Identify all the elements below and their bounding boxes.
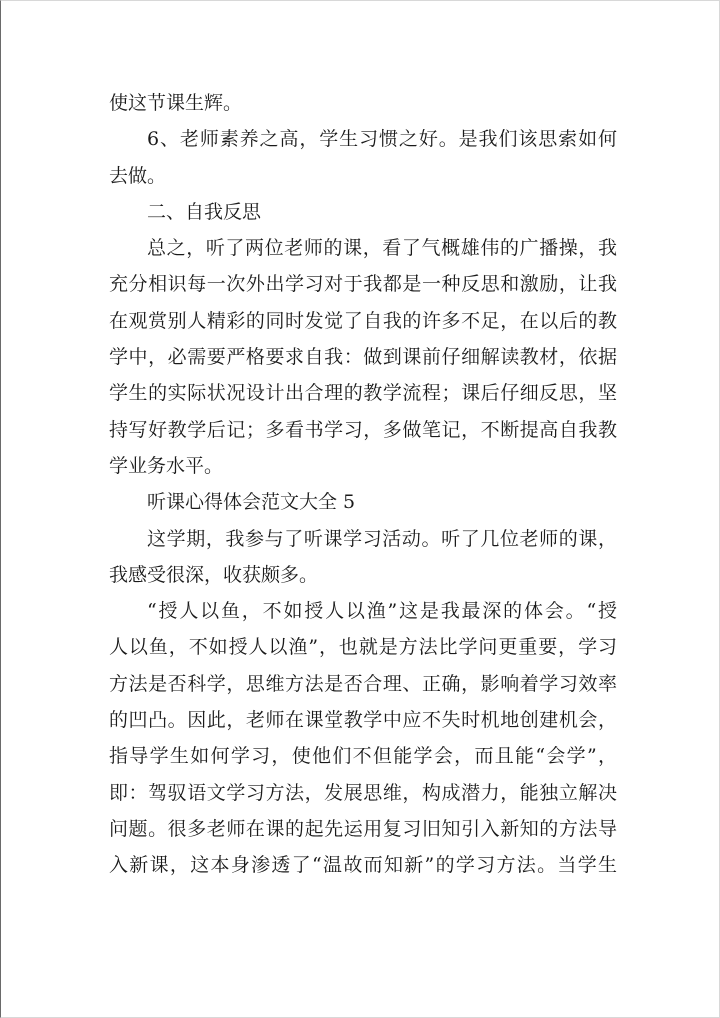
text-line: 使这节课生辉。 (109, 92, 243, 114)
text-line: 学业务水平。 (109, 454, 224, 477)
text-line: 持写好教学后记；多看书学习，多做笔记，不断提高自我教 (109, 418, 617, 441)
text-line: 总之，听了两位老师的课，看了气概雄伟的广播操，我 (147, 237, 617, 260)
text-line: 入新课，这本身渗透了“温故而知新”的学习方法。当学生 (109, 854, 617, 877)
text-line: 6、老师素养之高，学生习惯之好。是我们该思索如何 (147, 128, 617, 151)
text-line: 二、自我反思 (147, 200, 262, 223)
text-line: 方法是否科学，思维方法是否合理、正确，影响着学习效率 (109, 672, 617, 695)
text-line: 我感受很深，收获颇多。 (109, 563, 319, 586)
text-line: 问题。很多老师在课的起先运用复习旧知引入新知的方法导 (109, 817, 617, 840)
text-line: 人以鱼，不如授人以渔”，也就是方法比学问更重要，学习 (109, 636, 617, 659)
text-line: 充分相识每一次外出学习对于我都是一种反思和激励，让我 (109, 273, 617, 296)
text-line: 听课心得体会范文大全 5 (147, 491, 356, 514)
body-text (109, 85, 617, 884)
text-line: 在观赏别人精彩的同时发觉了自我的许多不足，在以后的教 (109, 309, 617, 332)
text-line: 即：驾驭语文学习方法，发展思维，构成潜力，能独立解决 (109, 781, 617, 804)
text-line: 学生的实际状况设计出合理的教学流程；课后仔细反思，坚 (109, 382, 617, 405)
text-line: 这学期，我参与了听课学习活动。听了几位老师的课， (147, 527, 617, 550)
text-line: 学中，必需要严格要求自我：做到课前仔细解读教材，依据 (109, 346, 617, 369)
text-line: “授人以鱼，不如授人以渔”这是我最深的体会。“授 (147, 600, 617, 623)
text-line: 去做。 (109, 164, 167, 187)
text-line: 的凹凸。因此，老师在课堂教学中应不失时机地创建机会， (109, 709, 617, 732)
text-line: 指导学生如何学习，使他们不但能学会，而且能“会学”， (109, 745, 617, 768)
